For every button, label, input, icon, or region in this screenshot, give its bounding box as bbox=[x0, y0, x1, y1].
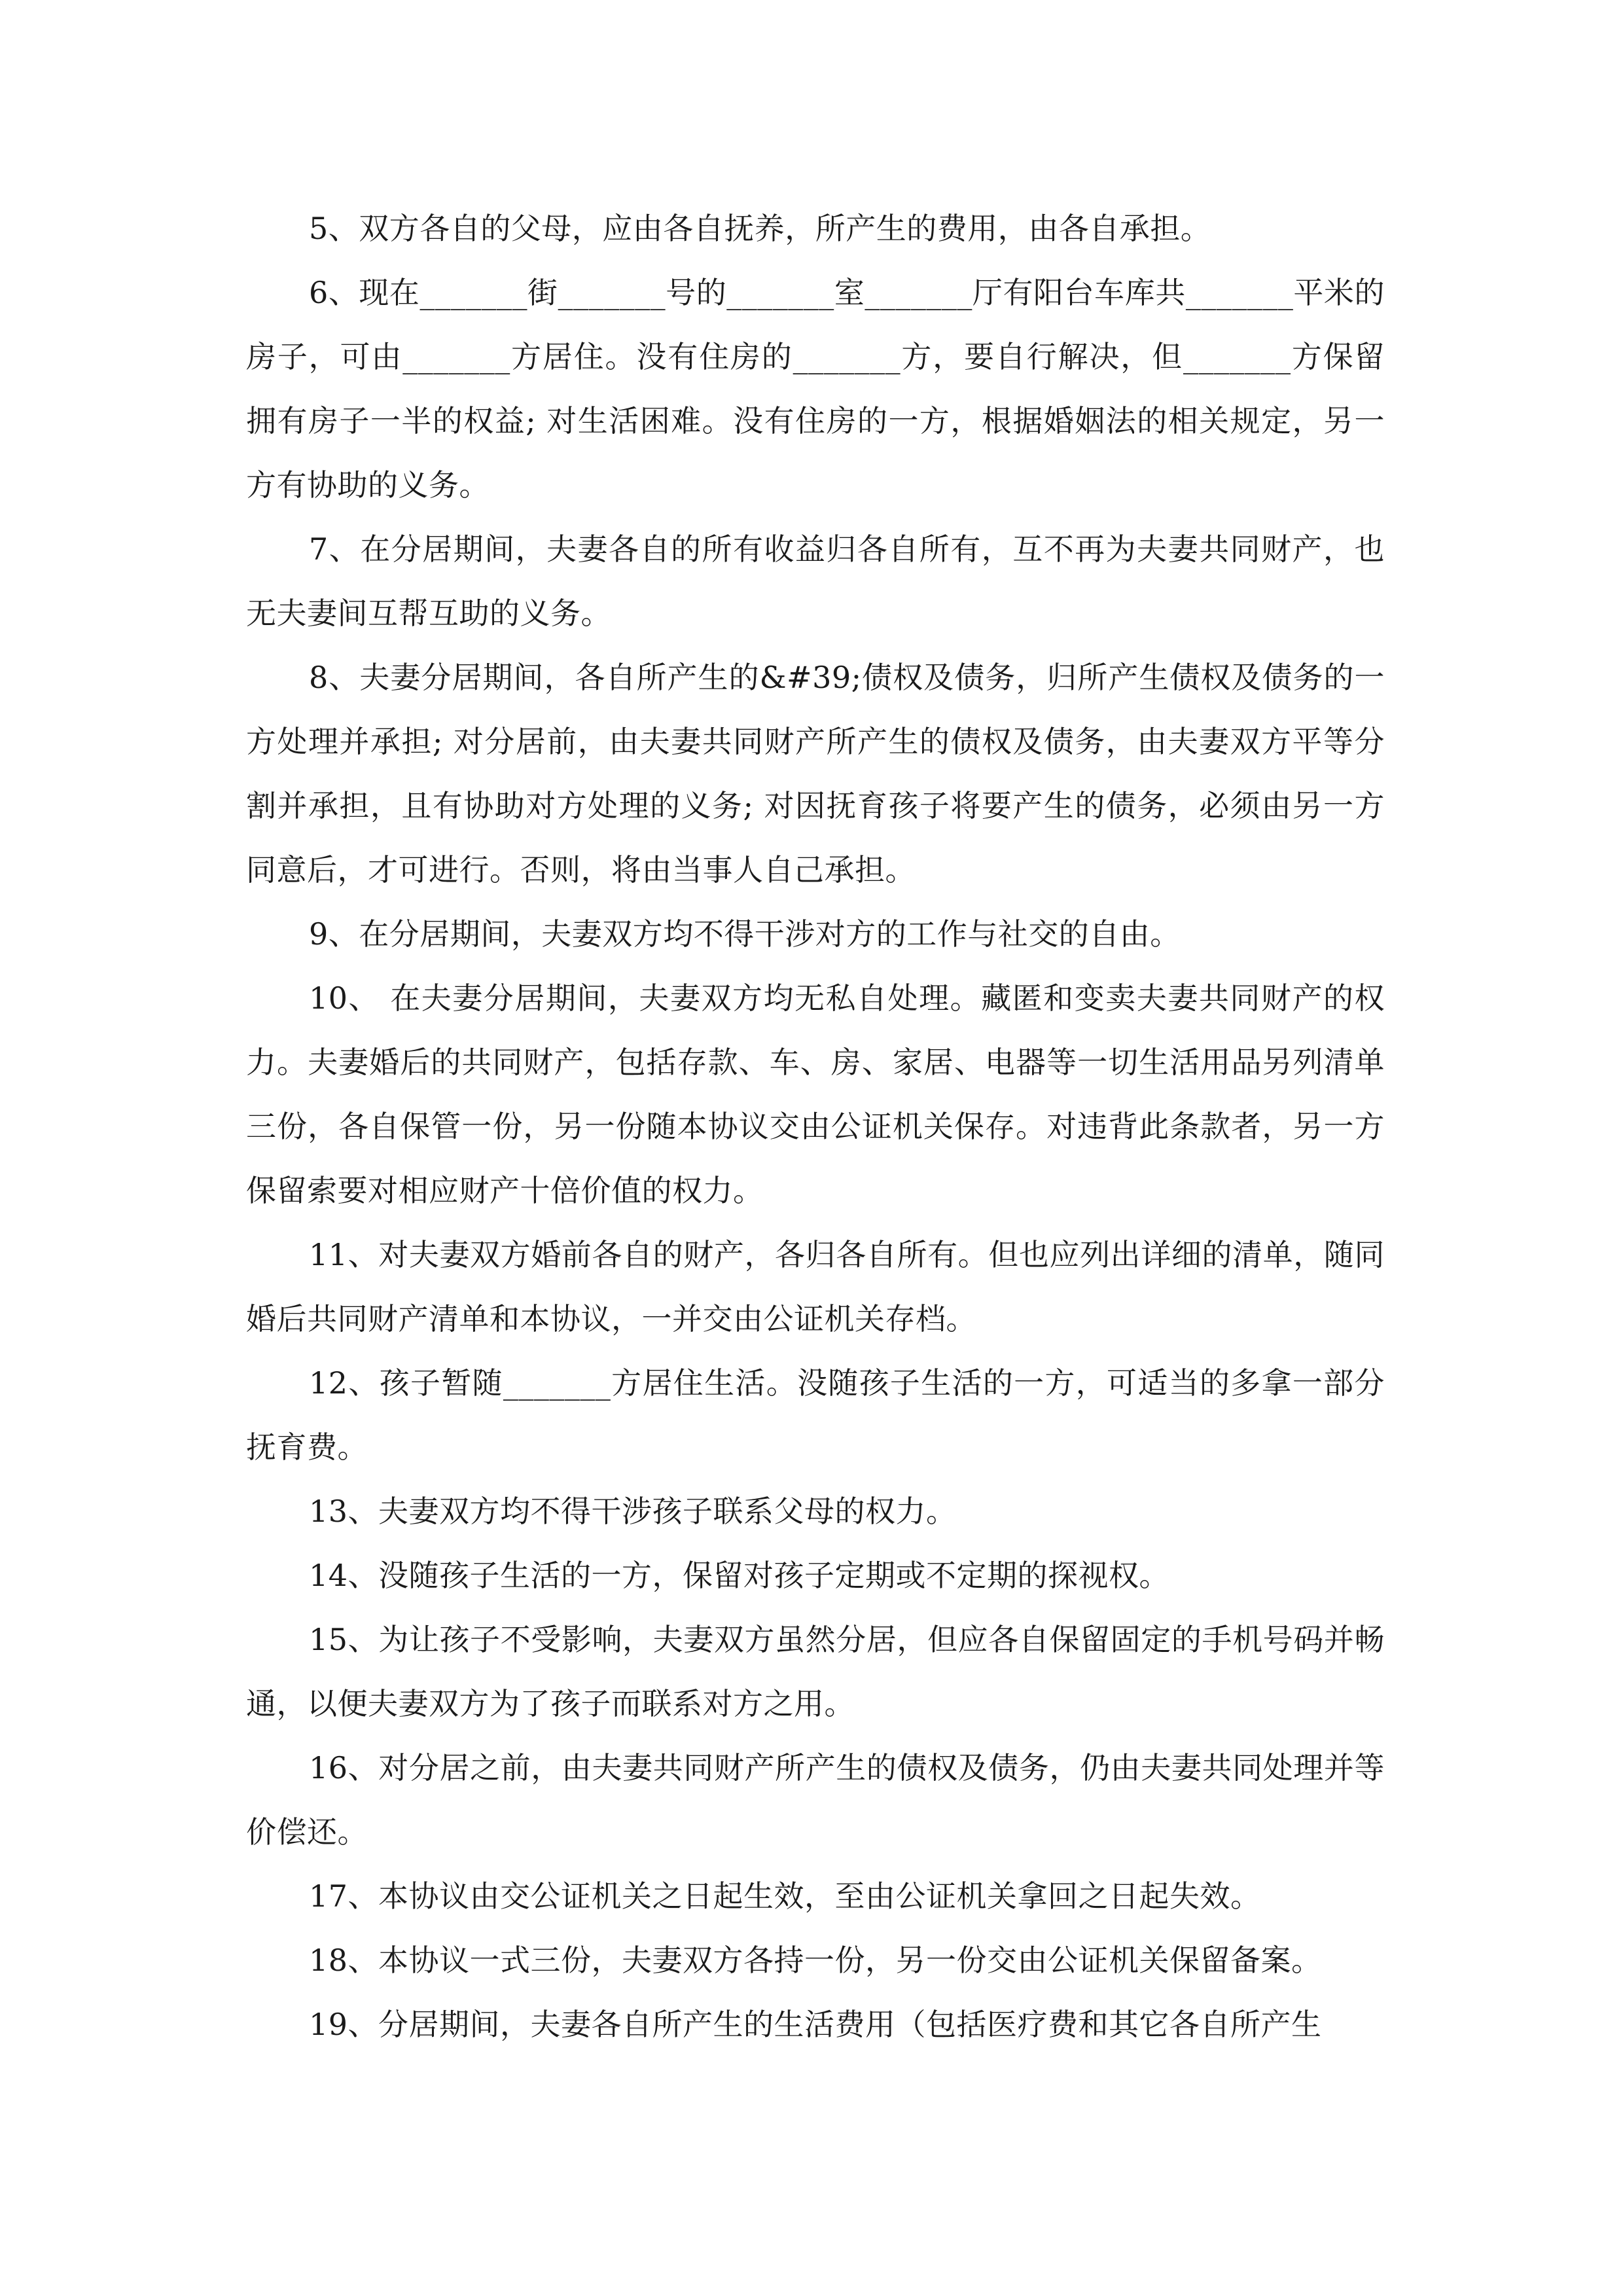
clause-7: 7、在分居期间，夫妻各自的所有收益归各自所有，互不再为夫妻共同财产，也无夫妻间互帮互助的义务。 bbox=[246, 531, 1385, 631]
clause-11: 11、对夫妻双方婚前各自的财产，各归各自所有。但也应列出详细的清单，随同婚后共同财产清单和本协议，一并交由公证机关存档。 bbox=[246, 1237, 1385, 1336]
clause-17: 17、本协议由交公证机关之日起生效，至由公证机关拿回之日起失效。 bbox=[309, 1878, 1261, 1914]
clause-10: 10、 在夫妻分居期间，夫妻双方均无私自处理。藏匿和变卖夫妻共同财产的权力。夫妻婚后的共同财产，包括存款、车、房、家居、电器等一切生活用品另列清单三份，各自保管一份，另一份随本协议交由公证机关保存。对违背此条款者，另一方保留索要对相应财产十倍价值的权力。 bbox=[246, 980, 1385, 1208]
clause-5: 5、双方各自的父母，应由各自抚养，所产生的费用，由各自承担。 bbox=[309, 211, 1211, 246]
clause-13: 13、夫妻双方均不得干涉孩子联系父母的权力。 bbox=[309, 1494, 957, 1529]
document-body bbox=[246, 196, 1385, 2056]
clause-16: 16、对分居之前，由夫妻共同财产所产生的债权及债务，仍由夫妻共同处理并等价偿还。 bbox=[246, 1750, 1385, 1850]
clause-14: 14、没随孩子生活的一方，保留对孩子定期或不定期的探视权。 bbox=[309, 1558, 1170, 1593]
clause-18: 18、本协议一式三份，夫妻双方各持一份，另一份交由公证机关保留备案。 bbox=[309, 1943, 1322, 1978]
clause-15: 15、为让孩子不受影响，夫妻双方虽然分居，但应各自保留固定的手机号码并畅通，以便夫妻双方为了孩子而联系对方之用。 bbox=[246, 1622, 1385, 1721]
clause-8: 8、夫妻分居期间，各自所产生的&#39;债权及债务，归所产生债权及债务的一方处理并承担; 对分居前，由夫妻共同财产所产生的债权及债务，由夫妻双方平等分割并承担，且有协助对方处理的义务; 对因抚育孩子将要产生的债务，必须由另一方同意后，才可进行。否则，将由当事人自己承担。 bbox=[246, 660, 1385, 888]
clause-12: 12、孩子暂随_______方居住生活。没随孩子生活的一方，可适当的多拿一部分抚育费。 bbox=[246, 1365, 1385, 1465]
clause-6: 6、现在_______街_______号的_______室_______厅有阳台车库共_______平米的房子，可由_______方居住。没有住房的_______方，要自行解决，但_______方保留拥有房子一半的权益; 对生活困难。没有住房的一方，根据婚姻法的相关规定，另一方有协助的义务。 bbox=[246, 275, 1385, 503]
clause-19: 19、分居期间，夫妻各自所产生的生活费用（包括医疗费和其它各自所产生 bbox=[309, 2007, 1322, 2042]
clause-9: 9、在分居期间，夫妻双方均不得干涉对方的工作与社交的自由。 bbox=[309, 916, 1181, 952]
